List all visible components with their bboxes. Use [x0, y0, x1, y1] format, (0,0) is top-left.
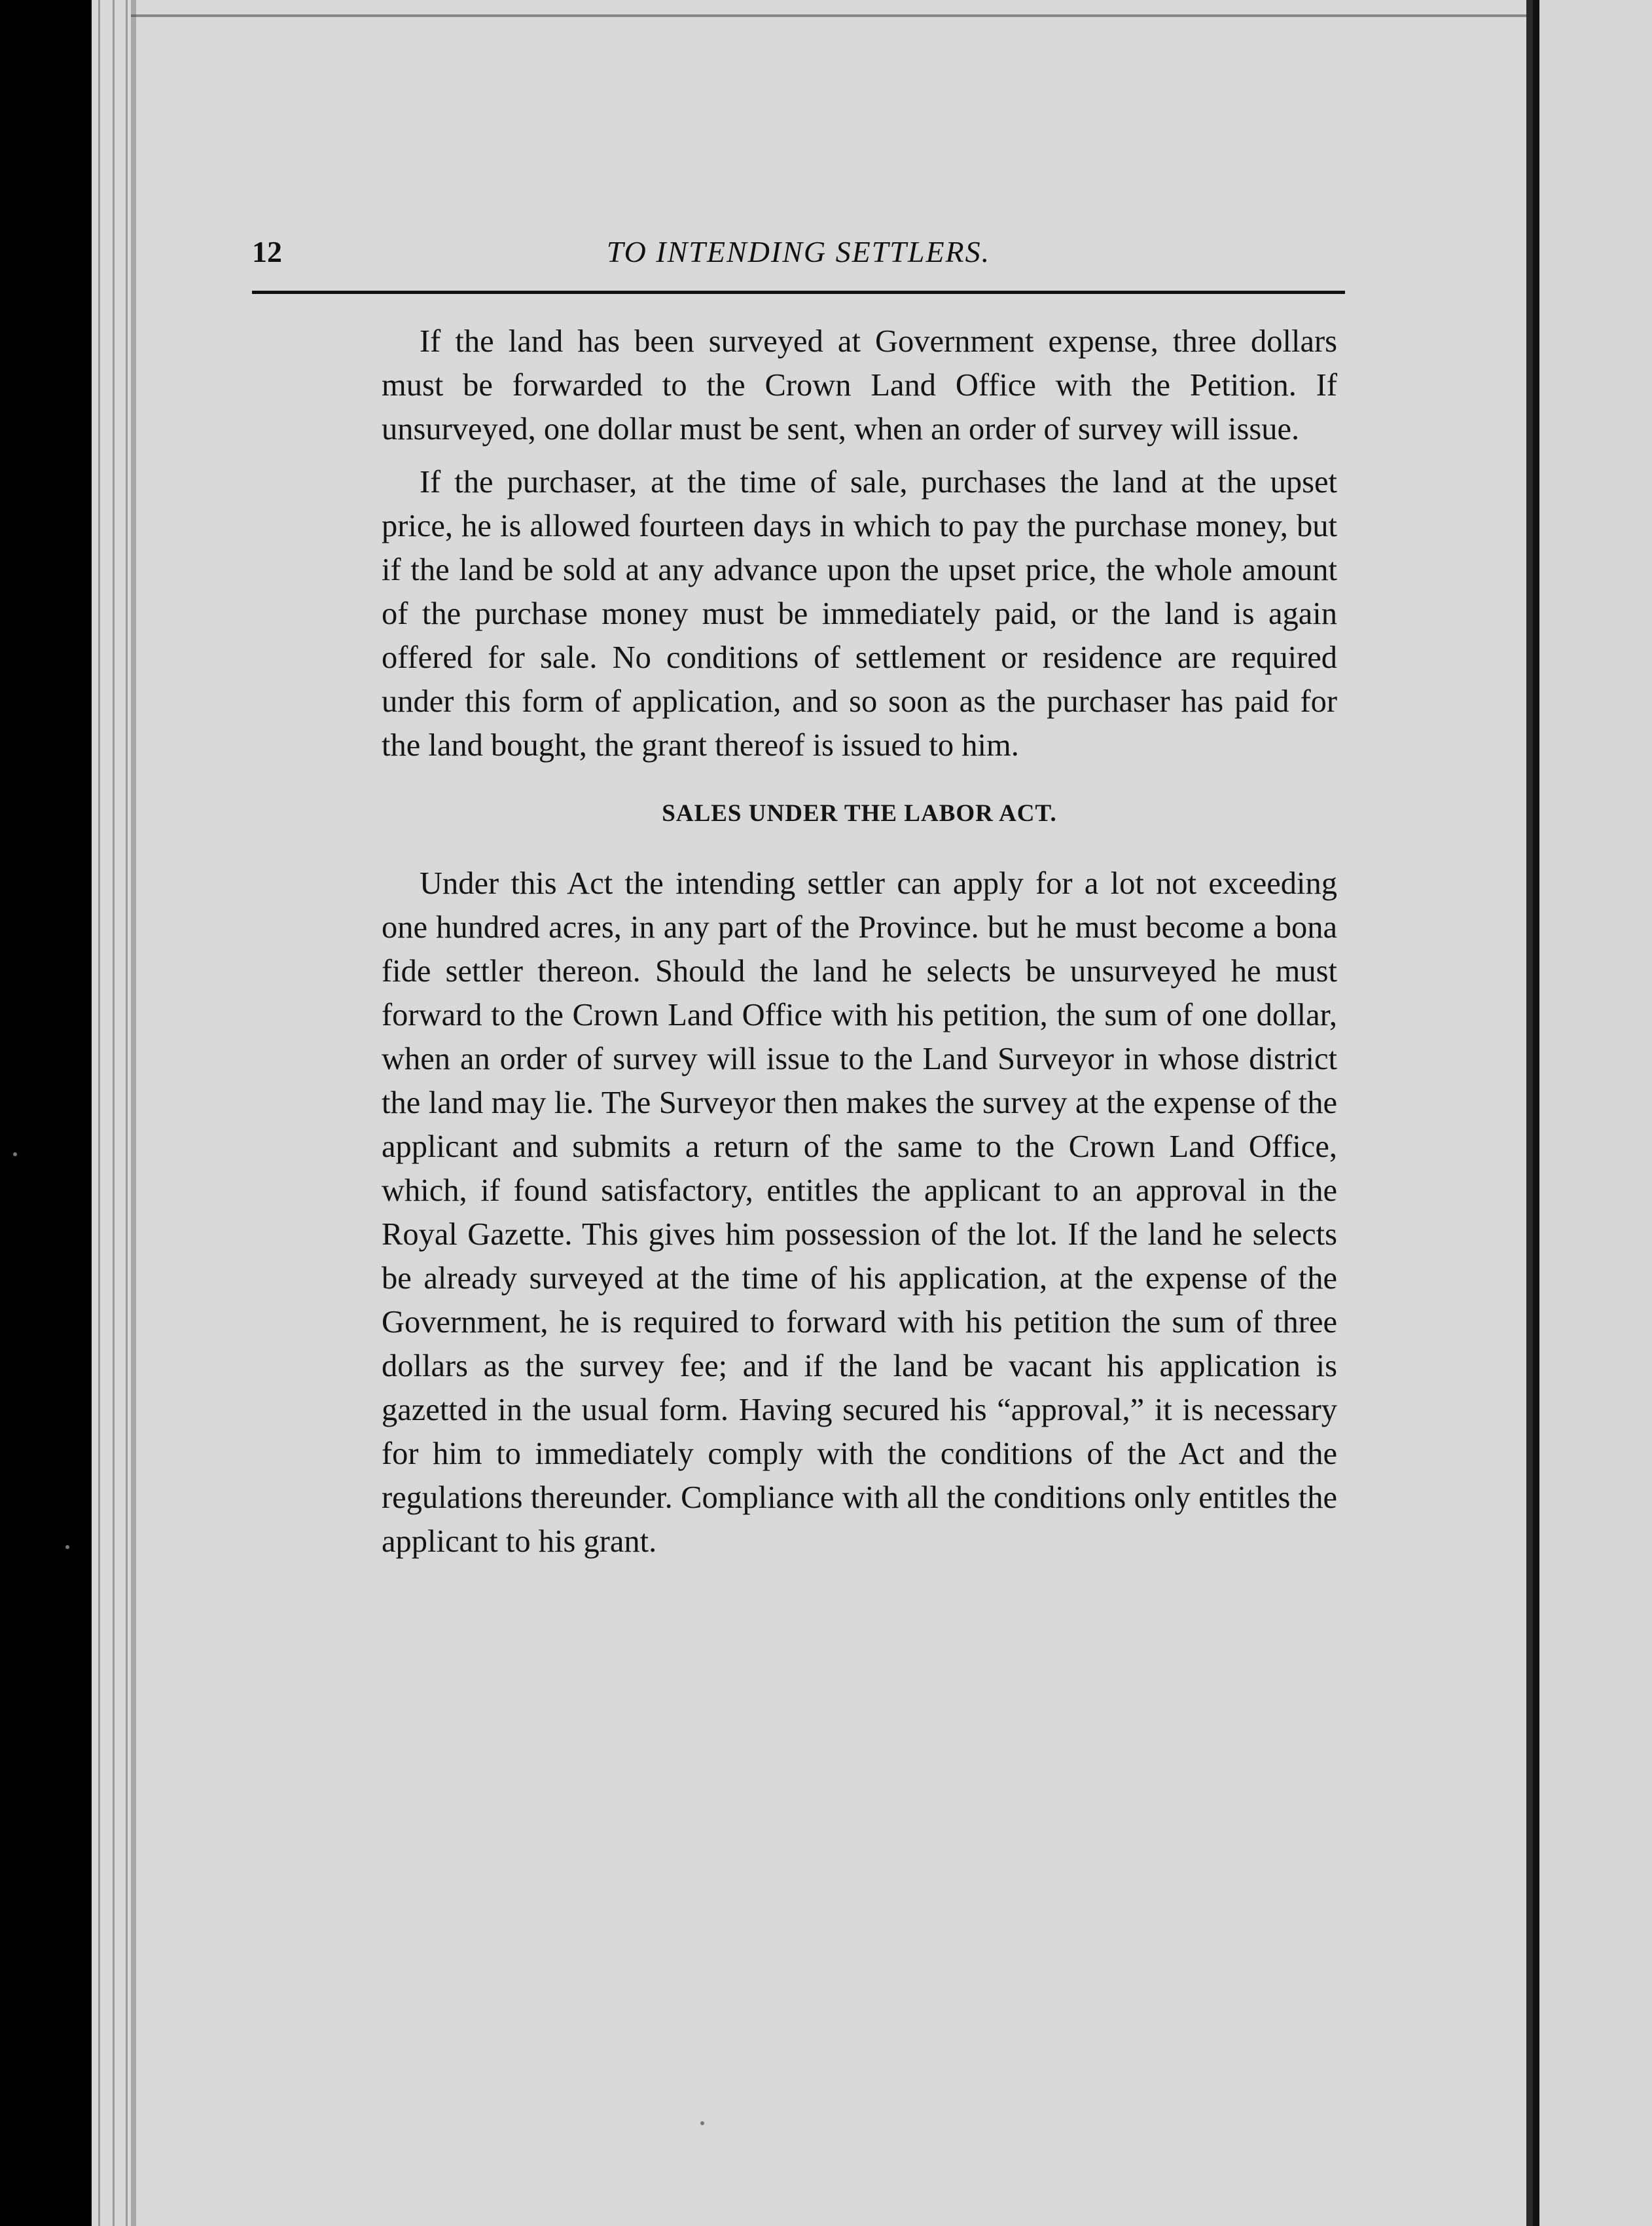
facing-page-edge [1539, 0, 1652, 2226]
scan-speck [65, 1545, 69, 1549]
page-edge-line [98, 0, 100, 2226]
page-number: 12 [252, 235, 282, 268]
paragraph: Under this Act the intending settler can apply for a lot not exceeding one hundred acres, in any part of the Province. but he must become a bona fide settler thereon. Should the land he selects be unsurveyed he must forward to the Crown Land Office with his petition, the sum of one dollar, when an order of survey will issue to the Land Surveyor in whose district the land may lie. The Surveyor then makes the survey at the expense of the applicant and submits a return of the same to the Crown Land Office, which, if found satisfactory, entitles the applicant to an approval in the Royal Gazette. This gives him possession of the lot. If the land he selects be already surveyed at the time of his application, at the expense of the Government, he is required to forward with his petition the sum of three dollars as the survey fee; and if the land be vacant his application is gazetted in the usual form. Having secured his “approval,” it is necessary for him to immediately comply with the conditions of the Act and the regulations thereunder. Compliance with all the conditions only entitles the applicant to his grant. [382, 866, 1337, 1559]
scan-speck [13, 1152, 17, 1156]
scan-speck [700, 2121, 704, 2125]
page-edge-line [126, 0, 128, 2226]
section-heading: SALES UNDER THE LABOR ACT. [662, 800, 1057, 827]
page-top-edge [131, 14, 1526, 17]
paragraph: If the land has been surveyed at Government expense, three dollars must be forwarded to the Crown Land Office with the Petition. If unsurveyed, one dollar must be sent, when an order of survey will issue. [382, 324, 1337, 447]
running-head: TO INTENDING SETTLERS. [606, 235, 991, 268]
header-rule [252, 291, 1345, 294]
page-edge-line [113, 0, 115, 2226]
page-header [252, 216, 1345, 295]
book-gutter-shadow [1533, 0, 1539, 2226]
paragraph: If the purchaser, at the time of sale, purchases the land at the upset price, he is allowed fourteen days in which to pay the purchase money, but if the land be sold at any advance upon the upset price, the whole amount of the purchase money must be immediately paid, or the land is again offered for sale. No conditions of settlement or residence are required under this form of application, and so soon as the purchaser has paid for the land bought, the grant thereof is issued to him. [382, 465, 1337, 763]
body-text [382, 319, 1337, 1563]
